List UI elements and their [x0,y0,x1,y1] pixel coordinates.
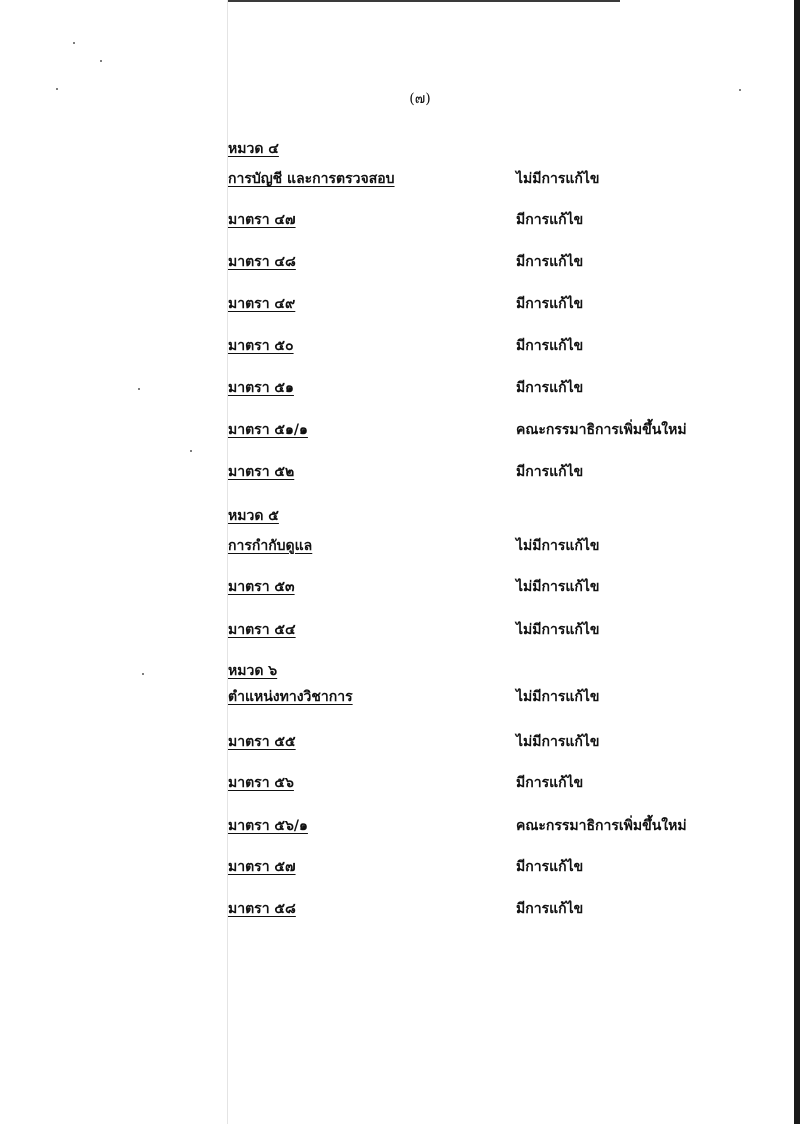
amendment-status: ไม่มีการแก้ไข [516,622,600,638]
amendment-status: มีการแก้ไข [516,464,584,480]
section-row [228,815,708,839]
section-label: มาตรา ๕๑ [228,380,294,396]
section-label: มาตรา ๕๑/๑ [228,422,308,438]
section-row [228,377,708,401]
section-label: มาตรา ๕๔ [228,622,296,638]
section-row [228,419,708,443]
section-row [228,898,708,922]
section-label: มาตรา ๕๘ [228,901,296,917]
section-label: มาตรา ๕๖/๑ [228,818,308,834]
scan-speck [56,88,58,90]
section-row [228,576,708,600]
section-row [228,168,708,192]
section-row [228,731,708,755]
section-label: มาตรา ๕๗ [228,859,296,875]
amendment-status: มีการแก้ไข [516,380,584,396]
amendment-status: มีการแก้ไข [516,212,584,228]
scan-speck [142,673,144,675]
section-label: มาตรา ๔๗ [228,212,296,228]
chapter-heading: หมวด ๖ [228,663,278,679]
amendment-status: คณะกรรมาธิการเพิ่มขึ้นใหม่ [516,422,687,438]
chapter-heading: หมวด ๕ [228,508,279,524]
scan-speck [138,388,140,390]
section-label: มาตรา ๔๘ [228,254,296,270]
section-label: มาตรา ๕๒ [228,464,295,480]
amendment-status: ไม่มีการแก้ไข [516,734,600,750]
section-row [228,209,708,233]
section-label: มาตรา ๕๐ [228,338,294,354]
section-row [228,772,708,796]
amendment-status: คณะกรรมาธิการเพิ่มขึ้นใหม่ [516,818,687,834]
page-number: (๗) [409,91,431,107]
scan-speck [100,60,102,62]
chapter-title: ตำแหน่งทางวิชาการ [228,689,353,705]
chapter-title: การกำกับดูแล [228,538,313,554]
amendment-status: ไม่มีการแก้ไข [516,171,600,187]
scan-speck [73,42,75,44]
amendment-status: ไม่มีการแก้ไข [516,579,600,595]
section-label: มาตรา ๔๙ [228,296,296,312]
amendment-status: มีการแก้ไข [516,296,584,312]
section-label: มาตรา ๕๖ [228,775,294,791]
section-row [228,535,708,559]
section-row [228,619,708,643]
section-row [228,686,708,710]
section-label: มาตรา ๕๓ [228,579,295,595]
amendment-status: มีการแก้ไข [516,338,584,354]
amendment-status: มีการแก้ไข [516,775,584,791]
amendment-status: ไม่มีการแก้ไข [516,689,600,705]
scan-edge-top [228,0,620,2]
chapter-heading: หมวด ๔ [228,141,279,157]
section-row [228,293,708,317]
amendment-status: ไม่มีการแก้ไข [516,538,600,554]
scan-edge-right [794,0,800,1124]
section-row [228,335,708,359]
amendment-status: มีการแก้ไข [516,901,584,917]
section-row [228,856,708,880]
scan-speck [739,89,741,91]
section-row [228,251,708,275]
section-label: มาตรา ๕๕ [228,734,296,750]
chapter-title: การบัญชี และการตรวจสอบ [228,171,395,187]
scan-speck [190,450,192,452]
amendment-status: มีการแก้ไข [516,859,584,875]
amendment-status: มีการแก้ไข [516,254,584,270]
section-row [228,461,708,485]
